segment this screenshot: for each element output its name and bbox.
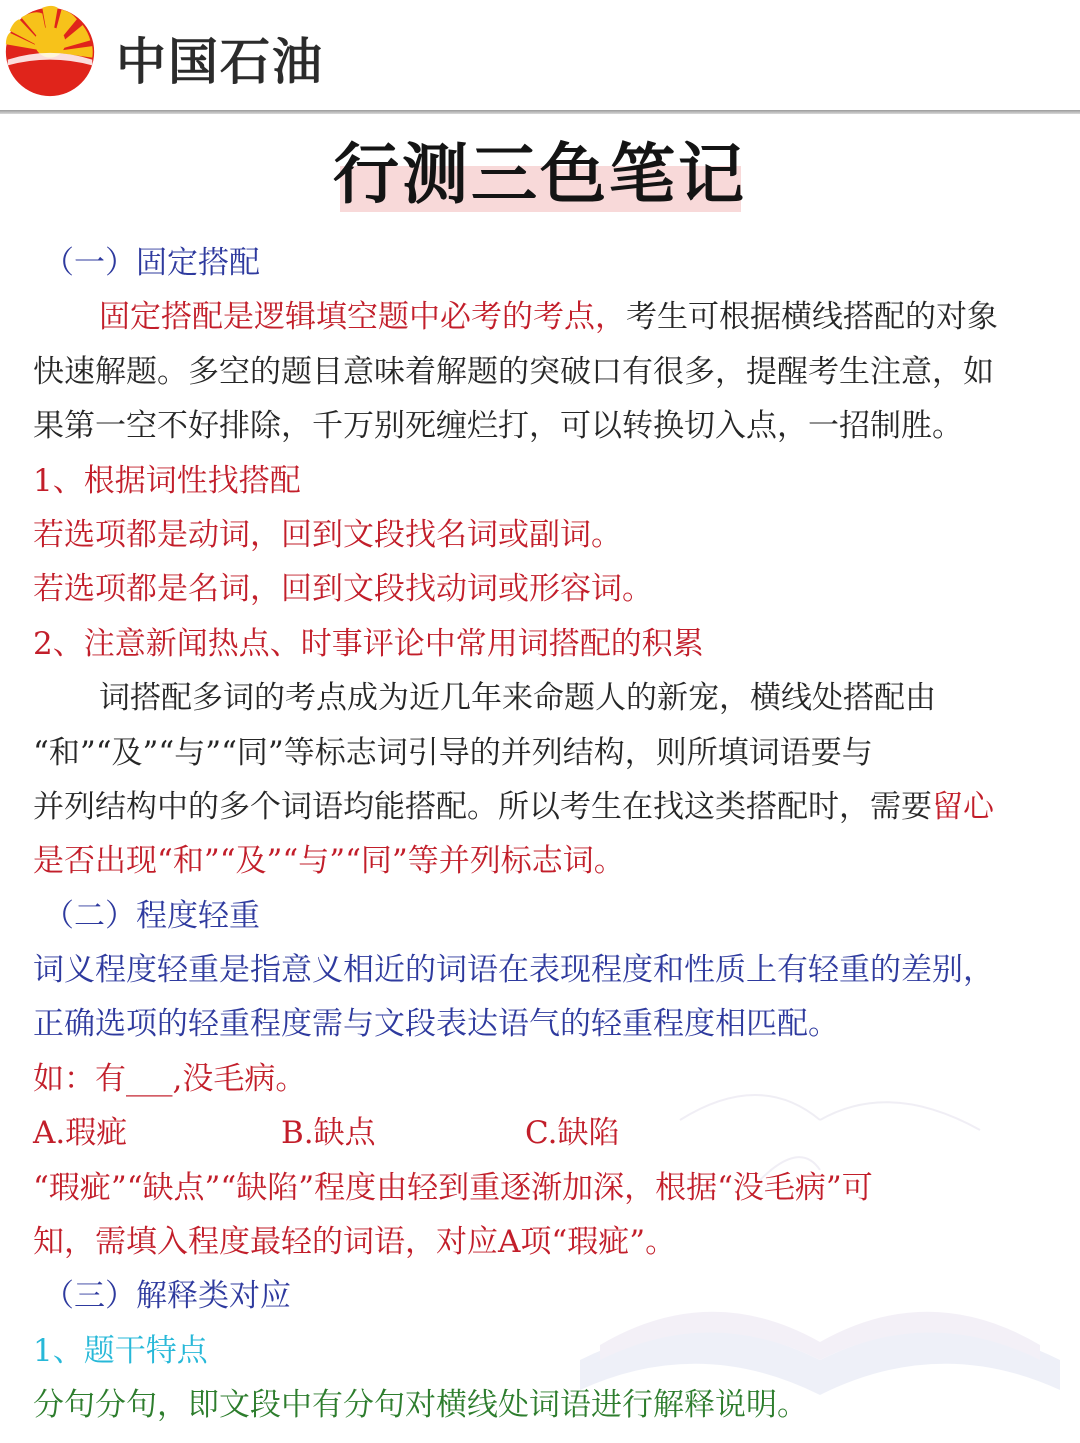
- section-heading-fixed-collocation: （一）固定搭配: [43, 245, 260, 281]
- brand-name: 中国石油: [116, 33, 324, 91]
- header: [0, 0, 1080, 112]
- header-divider: [0, 110, 1080, 114]
- paragraph-line: 词搭配多词的考点成为近几年来命题人的新宠，横线处搭配由: [99, 680, 936, 717]
- definition-text: 正确选项的轻重程度需与文段表达语气的轻重程度相匹配。: [33, 1006, 839, 1043]
- example-question: 如：有___,没毛病。: [33, 1060, 307, 1097]
- paragraph-line: 是否出现“和”“及”“与”“同”等并列标志词。: [33, 843, 625, 880]
- example-options: [33, 1106, 1033, 1160]
- paragraph-line: 快速解题。多空的题目意味着解题的突破口有很多，提醒考生注意，如: [33, 353, 994, 390]
- point-title: 2、注意新闻热点、时事评论中常用词搭配的积累: [33, 625, 704, 662]
- paragraph-line: [33, 290, 1033, 344]
- section-heading-degree: （二）程度轻重: [43, 897, 260, 934]
- point-text: 分句分句，即文段中有分句对横线处词语进行解释说明。: [33, 1387, 808, 1424]
- point-text: 若选项都是名词，回到文段找动词或形容词。: [33, 571, 653, 608]
- paragraph-line: [33, 780, 1033, 834]
- key-point-red: 留心: [932, 788, 994, 825]
- paragraph-line: 果第一空不好排除，千万别死缠烂打，可以转换切入点，一招制胜。: [33, 408, 963, 445]
- option-b: B.缺点: [281, 1115, 376, 1152]
- point-title: 1、题干特点: [33, 1332, 208, 1369]
- point-text: 若选项都是动词，回到文段找名词或副词。: [33, 516, 622, 553]
- point-title: 1、根据词性找搭配: [33, 462, 301, 499]
- body-text: 考生可根据横线搭配的对象: [626, 299, 998, 336]
- option-c: C.缺陷: [525, 1115, 620, 1152]
- section-heading-explanation: （三）解释类对应: [43, 1278, 291, 1315]
- body-text: 并列结构中的多个词语均能搭配。所以考生在找这类搭配时，需要: [33, 788, 932, 825]
- paragraph-line: “和”“及”“与”“同”等标志词引导的并列结构，则所填词语要与: [33, 734, 873, 771]
- key-point-red: 固定搭配是逻辑填空题中必考的考点，: [99, 299, 626, 336]
- explanation-text: “瑕疵”“缺点”“缺陷”程度由轻到重逐渐加深，根据“没毛病”可: [33, 1169, 873, 1206]
- explanation-text: 知，需填入程度最轻的词语，对应A项“瑕疵”。: [33, 1224, 677, 1261]
- page-title: 行测三色笔记: [333, 135, 747, 213]
- petrochina-logo-icon: [2, 2, 98, 98]
- notes-content: [33, 236, 1033, 1433]
- definition-text: 词义程度轻重是指意义相近的词语在表现程度和性质上有轻重的差别，: [33, 952, 994, 989]
- option-a: A.瑕疵: [33, 1115, 128, 1152]
